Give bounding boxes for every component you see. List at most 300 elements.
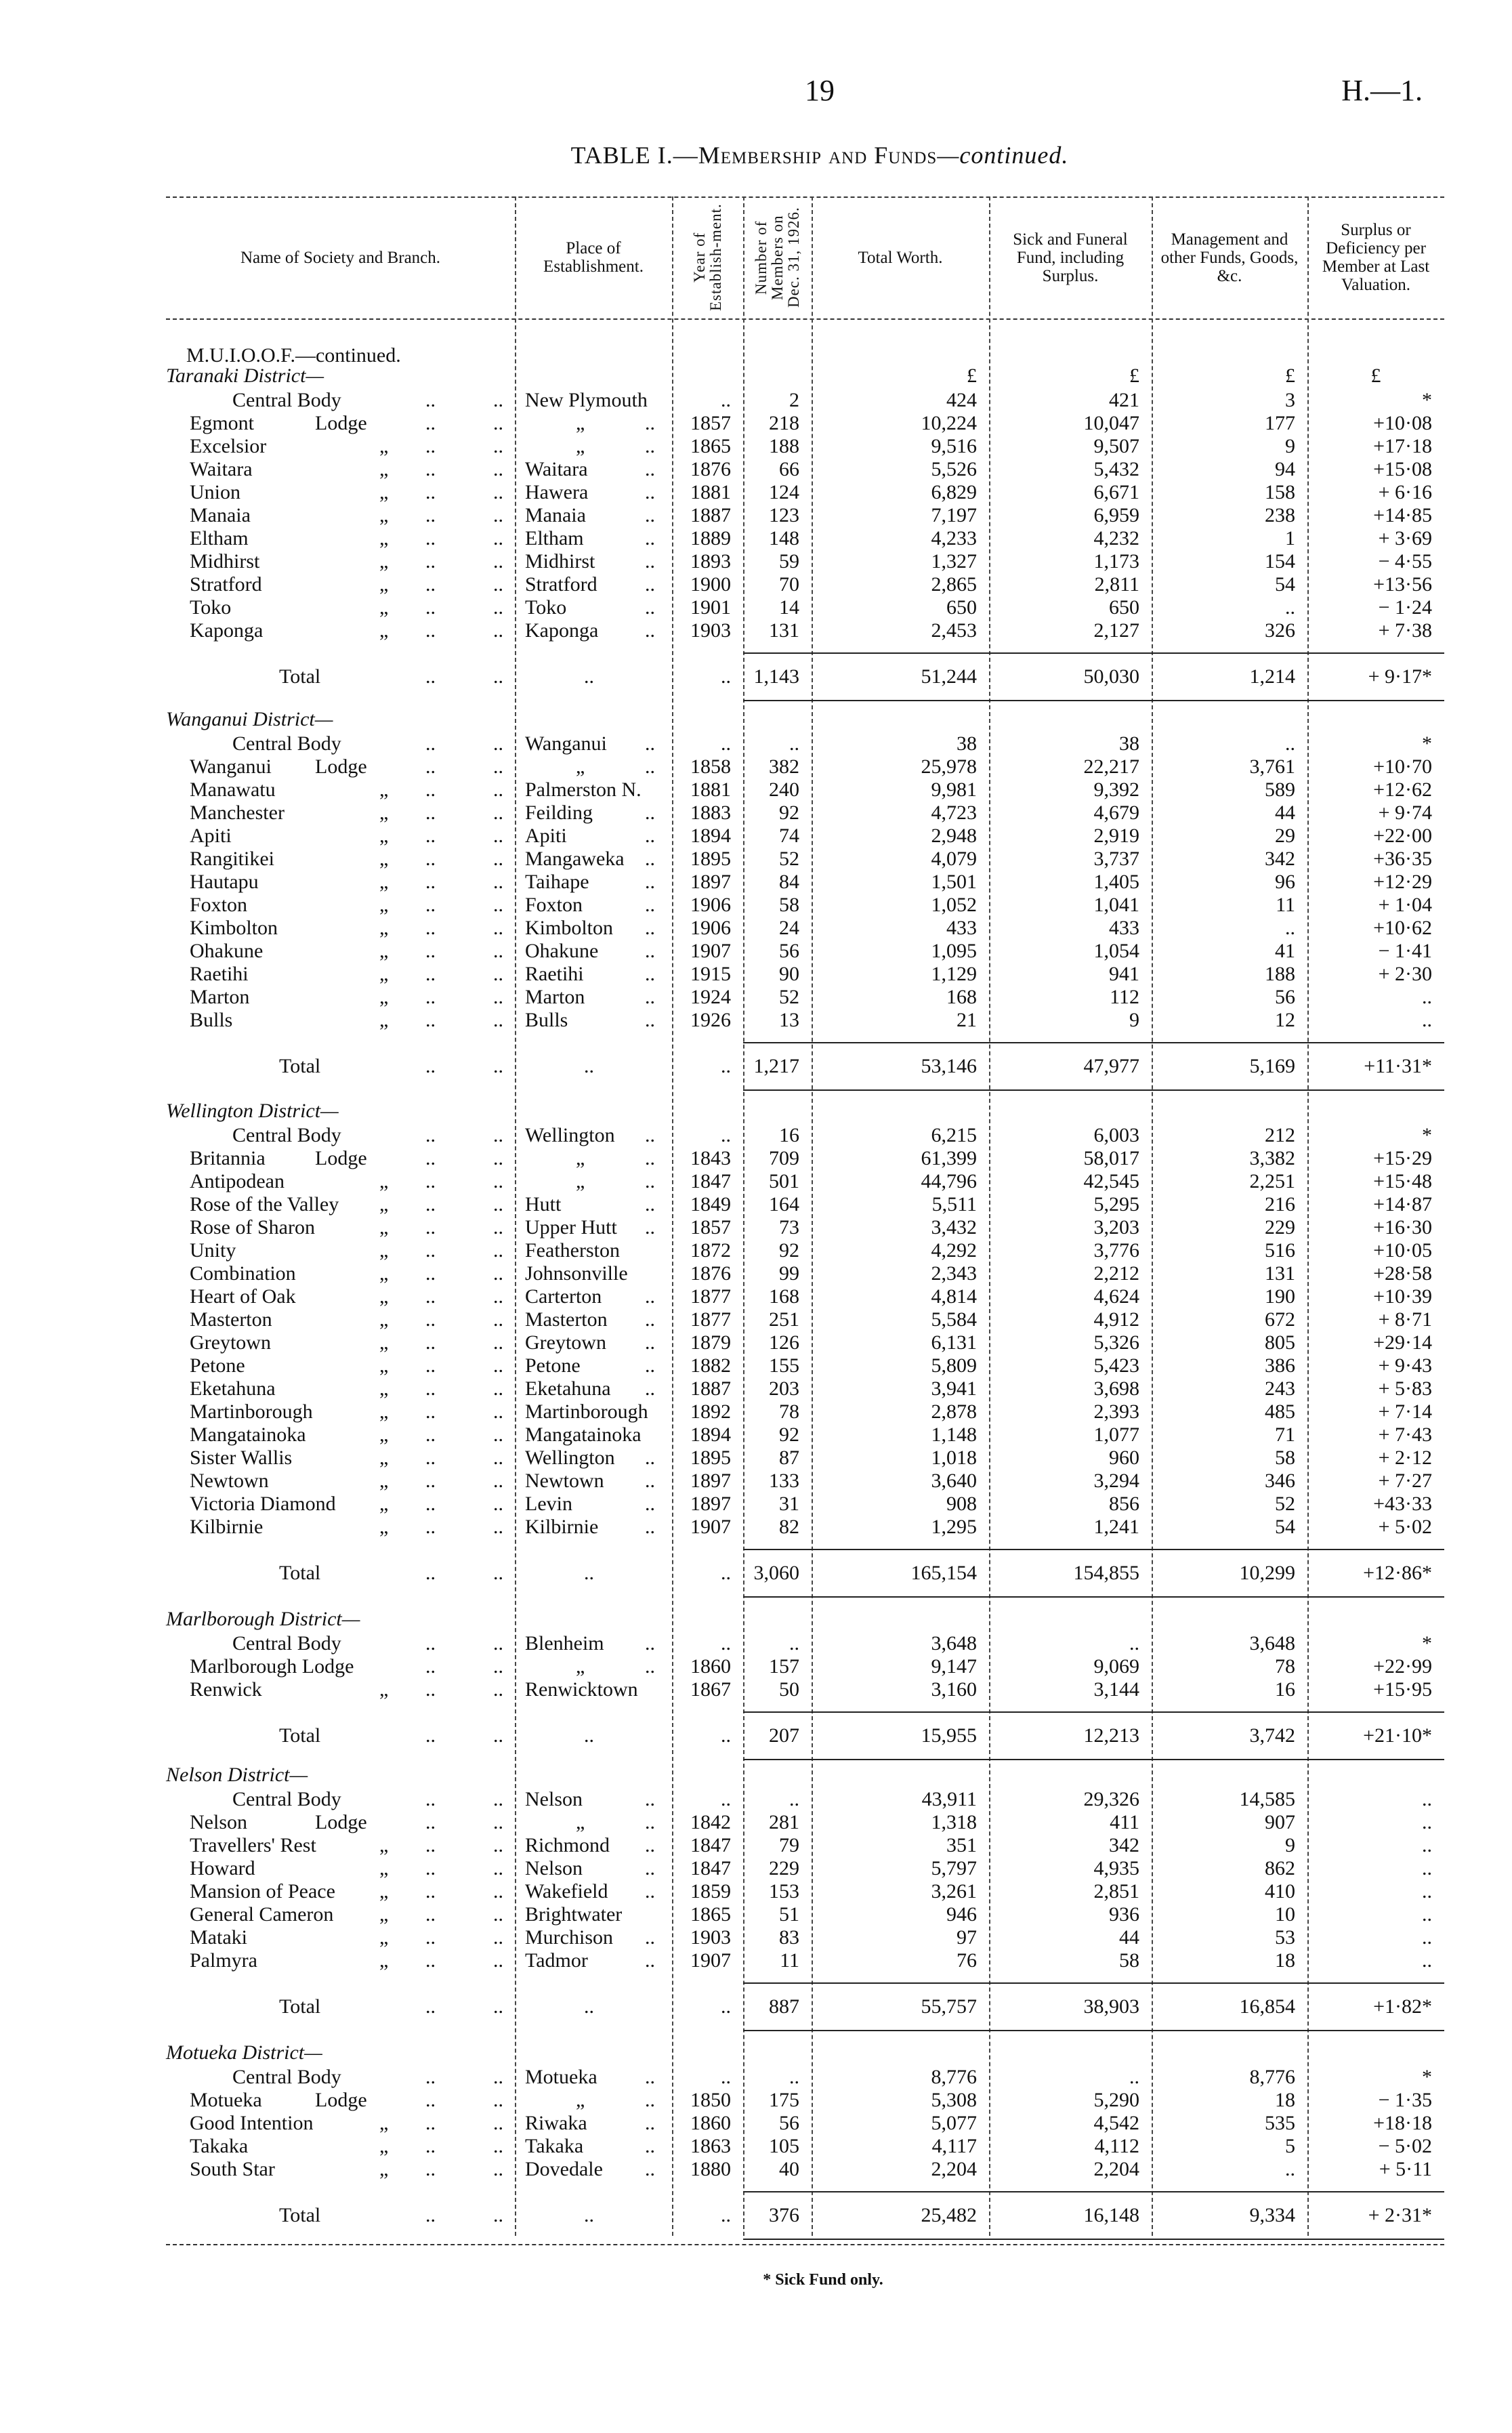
leader-dots: .. xyxy=(493,1562,503,1584)
branch-suffix: „ xyxy=(379,1516,389,1538)
management-funds: 9 xyxy=(1285,1834,1295,1856)
leader-dots: .. xyxy=(425,802,436,824)
place-of-establishment: Carterton xyxy=(525,1285,602,1308)
management-funds: 131 xyxy=(1265,1262,1295,1285)
sick-funeral-fund: 433 xyxy=(1109,917,1139,939)
sick-funeral-fund: 4,542 xyxy=(1093,2112,1139,2134)
leader-dots: .. xyxy=(645,1285,655,1308)
title-main: Membership and Funds xyxy=(698,142,938,169)
branch-suffix: „ xyxy=(379,1447,389,1469)
year-established: 1850 xyxy=(690,2089,731,2111)
management-funds: 12 xyxy=(1275,1009,1295,1031)
place-of-establishment: Midhirst xyxy=(525,550,595,573)
leader-dots: .. xyxy=(645,2089,655,2111)
place-of-establishment: Marton xyxy=(525,986,585,1008)
place-of-establishment: Wanganui xyxy=(525,732,607,755)
total-worth: 2,204 xyxy=(931,2158,977,2180)
surplus-per-member: +12·29 xyxy=(1373,871,1432,893)
branch-suffix: „ xyxy=(379,527,389,549)
total-worth: 1,501 xyxy=(931,871,977,893)
surplus-per-member: + 3·69 xyxy=(1378,527,1432,549)
header-sick-fund xyxy=(989,200,1152,315)
place-of-establishment: Blenheim xyxy=(525,1632,604,1655)
leader-dots: .. xyxy=(425,1308,436,1331)
year-established: 1859 xyxy=(690,1880,731,1902)
total-worth: 38 xyxy=(957,732,977,755)
total-top-rule xyxy=(743,1042,1444,1043)
branch-name: Foxton xyxy=(190,894,248,916)
total-worth: 1,318 xyxy=(931,1811,977,1833)
year-established: 1907 xyxy=(690,1949,731,1972)
branch-name: Unity xyxy=(190,1239,236,1262)
sick-funeral-fund: 5,326 xyxy=(1093,1331,1139,1354)
leader-dots: .. xyxy=(493,1903,503,1926)
leader-dots: .. xyxy=(425,1811,436,1833)
leader-dots: .. xyxy=(645,527,655,549)
members-count: 70 xyxy=(779,573,799,596)
year-established: 1906 xyxy=(690,917,731,939)
total-surplus: +12·86* xyxy=(1363,1562,1432,1584)
leader-dots: .. xyxy=(425,1880,436,1902)
management-funds: 54 xyxy=(1275,1516,1295,1538)
total-worth: 21 xyxy=(957,1009,977,1031)
year-established: 1907 xyxy=(690,1516,731,1538)
leader-dots: .. xyxy=(493,871,503,893)
surplus-per-member: +10·05 xyxy=(1373,1239,1432,1262)
year-established: 1865 xyxy=(690,435,731,457)
total-management-funds: 10,299 xyxy=(1239,1562,1295,1584)
society-heading: M.U.I.O.O.F.—continued. xyxy=(186,344,401,367)
year-established: 1847 xyxy=(690,1170,731,1192)
branch-suffix: „ xyxy=(379,802,389,824)
leader-dots: .. xyxy=(425,1470,436,1492)
leader-dots: .. xyxy=(645,825,655,847)
place-of-establishment: Nelson xyxy=(525,1788,583,1810)
members-count: 66 xyxy=(779,458,799,480)
management-funds: 41 xyxy=(1275,940,1295,962)
leader-dots: .. xyxy=(425,1331,436,1354)
header-year xyxy=(672,200,743,315)
surplus-per-member: * xyxy=(1422,732,1432,755)
branch-suffix: „ xyxy=(379,1170,389,1192)
branch-suffix: „ xyxy=(379,986,389,1008)
branch-name: Midhirst xyxy=(190,550,260,573)
place-of-establishment: Riwaka xyxy=(525,2112,587,2134)
management-funds: 516 xyxy=(1265,1239,1295,1262)
members-count: 203 xyxy=(769,1377,799,1400)
year-established: 1894 xyxy=(690,825,731,847)
leader-dots: .. xyxy=(425,596,436,619)
year-established: 1881 xyxy=(690,778,731,801)
leader-dots: .. xyxy=(493,1926,503,1949)
total-management-funds: 5,169 xyxy=(1249,1055,1295,1077)
management-funds: 16 xyxy=(1275,1678,1295,1701)
members-count: 105 xyxy=(769,2135,799,2157)
leader-dots: .. xyxy=(645,802,655,824)
sick-funeral-fund: 9,392 xyxy=(1093,778,1139,801)
leader-dots: .. xyxy=(493,778,503,801)
branch-name: Egmont xyxy=(190,412,254,434)
place-of-establishment: Upper Hutt xyxy=(525,1216,617,1239)
branch-name: Central Body xyxy=(232,1632,341,1655)
branch-suffix: „ xyxy=(379,1377,389,1400)
surplus-per-member: − 1·35 xyxy=(1378,2089,1432,2111)
management-funds: 10 xyxy=(1275,1903,1295,1926)
branch-name: Waitara xyxy=(190,458,253,480)
branch-name: Union xyxy=(190,481,240,503)
leader-dots: .. xyxy=(645,1216,655,1239)
header-name xyxy=(166,200,515,315)
place-of-establishment: Ohakune xyxy=(525,940,599,962)
leader-dots: .. xyxy=(645,573,655,596)
leader-dots: .. xyxy=(645,1170,655,1192)
total-worth: 1,129 xyxy=(931,963,977,985)
leader-dots: .. xyxy=(645,755,655,778)
leader-dots: .. xyxy=(425,2135,436,2157)
management-funds: 386 xyxy=(1265,1354,1295,1377)
header-management-funds-label: Management and other Funds, Goods, &c. xyxy=(1160,230,1299,285)
sick-funeral-fund: 9,507 xyxy=(1093,435,1139,457)
total-year: .. xyxy=(721,1995,731,2018)
leader-dots: .. xyxy=(493,458,503,480)
leader-dots: .. xyxy=(493,1331,503,1354)
leader-dots: .. xyxy=(645,619,655,642)
members-count: 92 xyxy=(779,1239,799,1262)
sick-funeral-fund: 421 xyxy=(1109,389,1139,411)
leader-dots: .. xyxy=(645,1193,655,1215)
total-worth: 44,796 xyxy=(921,1170,977,1192)
leader-dots: .. xyxy=(493,1995,503,2018)
sick-funeral-fund: 3,776 xyxy=(1093,1239,1139,1262)
surplus-per-member: + 7·14 xyxy=(1378,1400,1432,1423)
branch-name: Eketahuna xyxy=(190,1377,276,1400)
total-worth: 43,911 xyxy=(921,1788,977,1810)
members-count: 74 xyxy=(779,825,799,847)
total-sick-fund: 38,903 xyxy=(1083,1995,1139,2018)
header-total-worth-label: Total Worth. xyxy=(858,248,943,267)
leader-dots: .. xyxy=(493,1788,503,1810)
year-established: 1926 xyxy=(690,1009,731,1031)
leader-dots: .. xyxy=(493,504,503,526)
management-funds: 862 xyxy=(1265,1857,1295,1879)
branch-suffix: „ xyxy=(379,1216,389,1239)
total-year: .. xyxy=(721,665,731,688)
branch-suffix: „ xyxy=(379,871,389,893)
total-top-rule xyxy=(743,1982,1444,1984)
branch-name: Wanganui xyxy=(190,755,272,778)
members-count: 56 xyxy=(779,2112,799,2134)
total-sick-fund: 50,030 xyxy=(1083,665,1139,688)
header-top-rule xyxy=(166,196,1444,198)
total-worth: 3,640 xyxy=(931,1470,977,1492)
branch-name: Eltham xyxy=(190,527,249,549)
total-year: .. xyxy=(721,1724,731,1747)
members-count: 83 xyxy=(779,1926,799,1949)
sick-funeral-fund: 9 xyxy=(1129,1009,1139,1031)
leader-dots: .. xyxy=(645,848,655,870)
leader-dots: .. xyxy=(425,1239,436,1262)
branch-name: Renwick xyxy=(190,1678,262,1701)
total-worth: 5,809 xyxy=(931,1354,977,1377)
leader-dots: .. xyxy=(645,1124,655,1146)
branch-suffix: „ xyxy=(379,435,389,457)
year-established: 1906 xyxy=(690,894,731,916)
surplus-per-member: − 5·02 xyxy=(1378,2135,1432,2157)
total-top-rule xyxy=(743,1711,1444,1713)
year-established: 1867 xyxy=(690,1678,731,1701)
sick-funeral-fund: 29,326 xyxy=(1083,1788,1139,1810)
management-funds: 96 xyxy=(1275,871,1295,893)
place-of-establishment: Hawera xyxy=(525,481,589,503)
branch-suffix: „ xyxy=(379,1678,389,1701)
header-year-label: Year of Establish-ment. xyxy=(690,203,724,312)
surplus-per-member: + 8·71 xyxy=(1378,1308,1432,1331)
surplus-per-member: +15·48 xyxy=(1373,1170,1432,1192)
total-members: 1,217 xyxy=(753,1055,799,1077)
surplus-per-member: .. xyxy=(1422,1009,1432,1031)
year-established: .. xyxy=(721,1124,731,1146)
header-bottom-rule xyxy=(166,318,1444,320)
leader-dots: .. xyxy=(645,917,655,939)
year-established: 1889 xyxy=(690,527,731,549)
leader-dots: .. xyxy=(425,527,436,549)
leader-dots: .. xyxy=(493,940,503,962)
branch-suffix: „ xyxy=(379,963,389,985)
members-count: 73 xyxy=(779,1216,799,1239)
management-funds: 11 xyxy=(1276,894,1295,916)
total-place: .. xyxy=(584,1724,594,1747)
leader-dots: .. xyxy=(425,778,436,801)
branch-suffix: „ xyxy=(379,573,389,596)
place-of-establishment: Feilding xyxy=(525,802,593,824)
sick-funeral-fund: .. xyxy=(1129,1632,1139,1655)
surplus-per-member: + 7·38 xyxy=(1378,619,1432,642)
total-worth-sum: 15,955 xyxy=(921,1724,977,1747)
members-count: 51 xyxy=(779,1903,799,1926)
management-funds: 18 xyxy=(1275,2089,1295,2111)
table-bottom-rule xyxy=(166,2244,1444,2245)
surplus-per-member: + 5·83 xyxy=(1378,1377,1432,1400)
sick-funeral-fund: 22,217 xyxy=(1083,755,1139,778)
place-of-establishment: Dovedale xyxy=(525,2158,603,2180)
total-bottom-rule xyxy=(743,2030,1444,2031)
place-of-establishment: Richmond xyxy=(525,1834,610,1856)
branch-suffix: „ xyxy=(379,1308,389,1331)
column-divider xyxy=(515,196,516,2236)
sick-funeral-fund: 5,295 xyxy=(1093,1193,1139,1215)
branch-suffix: „ xyxy=(379,481,389,503)
leader-dots: .. xyxy=(425,1193,436,1215)
branch-name: Greytown xyxy=(190,1331,271,1354)
management-funds: 3 xyxy=(1285,389,1295,411)
table-title xyxy=(406,141,1233,169)
management-funds: 805 xyxy=(1265,1331,1295,1354)
leader-dots: .. xyxy=(645,1811,655,1833)
total-worth: 1,295 xyxy=(931,1516,977,1538)
currency-unit: £ xyxy=(1129,365,1139,387)
place-of-establishment: Mangatainoka xyxy=(525,1423,642,1446)
branch-name: Stratford xyxy=(190,573,262,596)
management-funds: 56 xyxy=(1275,986,1295,1008)
sick-funeral-fund: 3,144 xyxy=(1093,1678,1139,1701)
sick-funeral-fund: 5,423 xyxy=(1093,1354,1139,1377)
branch-name: Rangitikei xyxy=(190,848,274,870)
branch-suffix: „ xyxy=(379,778,389,801)
leader-dots: .. xyxy=(425,550,436,573)
year-established: 1877 xyxy=(690,1285,731,1308)
year-established: 1876 xyxy=(690,458,731,480)
place-of-establishment: „ xyxy=(576,412,585,434)
branch-name: Mataki xyxy=(190,1926,247,1949)
total-worth: 908 xyxy=(946,1493,977,1515)
place-of-establishment: New Plymouth xyxy=(525,389,648,411)
leader-dots: .. xyxy=(493,2135,503,2157)
sick-funeral-fund: 112 xyxy=(1110,986,1139,1008)
branch-name: Howard xyxy=(190,1857,255,1879)
branch-name: Marton xyxy=(190,986,250,1008)
header-total-worth xyxy=(812,200,989,315)
sick-funeral-fund: 3,737 xyxy=(1093,848,1139,870)
leader-dots: .. xyxy=(645,1470,655,1492)
leader-dots: .. xyxy=(645,412,655,434)
management-funds: 53 xyxy=(1275,1926,1295,1949)
branch-name: Rose of the Valley xyxy=(190,1193,339,1215)
total-management-funds: 9,334 xyxy=(1249,2204,1295,2226)
sick-funeral-fund: 1,041 xyxy=(1093,894,1139,916)
management-funds: 216 xyxy=(1265,1193,1295,1215)
total-worth: 3,648 xyxy=(931,1632,977,1655)
year-established: 1924 xyxy=(690,986,731,1008)
total-worth-sum: 53,146 xyxy=(921,1055,977,1077)
surplus-per-member: +16·30 xyxy=(1373,1216,1432,1239)
surplus-per-member: − 1·41 xyxy=(1378,940,1432,962)
place-of-establishment: Kaponga xyxy=(525,619,599,642)
branch-suffix: „ xyxy=(379,1239,389,1262)
leader-dots: .. xyxy=(493,894,503,916)
branch-name: Combination xyxy=(190,1262,296,1285)
district-heading: Nelson District— xyxy=(166,1764,308,1786)
currency-unit: £ xyxy=(967,365,977,387)
branch-name: Martinborough xyxy=(190,1400,313,1423)
management-funds: 410 xyxy=(1265,1880,1295,1902)
management-funds: 44 xyxy=(1275,802,1295,824)
leader-dots: .. xyxy=(493,1308,503,1331)
management-funds: 346 xyxy=(1265,1470,1295,1492)
members-count: 99 xyxy=(779,1262,799,1285)
place-of-establishment: Brightwater xyxy=(525,1903,623,1926)
surplus-per-member: * xyxy=(1422,389,1432,411)
branch-suffix: „ xyxy=(379,1400,389,1423)
leader-dots: .. xyxy=(425,755,436,778)
members-count: 164 xyxy=(769,1193,799,1215)
header-management-funds xyxy=(1152,200,1307,315)
year-established: .. xyxy=(721,389,731,411)
management-funds: 229 xyxy=(1265,1216,1295,1239)
leader-dots: .. xyxy=(425,917,436,939)
sick-funeral-fund: 936 xyxy=(1109,1903,1139,1926)
total-worth: 97 xyxy=(957,1926,977,1949)
total-worth: 10,224 xyxy=(921,412,977,434)
leader-dots: .. xyxy=(493,1009,503,1031)
place-of-establishment: Levin xyxy=(525,1493,572,1515)
surplus-per-member: +22·00 xyxy=(1373,825,1432,847)
members-count: 153 xyxy=(769,1880,799,1902)
year-established: 1894 xyxy=(690,1423,731,1446)
leader-dots: .. xyxy=(425,871,436,893)
total-worth: 4,814 xyxy=(931,1285,977,1308)
members-count: 175 xyxy=(769,2089,799,2111)
sick-funeral-fund: 2,393 xyxy=(1093,1400,1139,1423)
branch-suffix: Lodge xyxy=(315,755,367,778)
branch-name: Antipodean xyxy=(190,1170,285,1192)
members-count: 87 xyxy=(779,1447,799,1469)
branch-suffix: „ xyxy=(379,1009,389,1031)
branch-name: Central Body xyxy=(232,1124,341,1146)
surplus-per-member: +14·87 xyxy=(1373,1193,1432,1215)
surplus-per-member: +17·18 xyxy=(1373,435,1432,457)
management-funds: 177 xyxy=(1265,412,1295,434)
place-of-establishment: Stratford xyxy=(525,573,597,596)
surplus-per-member: +15·29 xyxy=(1373,1147,1432,1169)
total-management-funds: 1,214 xyxy=(1249,665,1295,688)
members-count: 2 xyxy=(789,389,799,411)
total-worth: 61,399 xyxy=(921,1147,977,1169)
leader-dots: .. xyxy=(425,1170,436,1192)
place-of-establishment: „ xyxy=(576,1811,585,1833)
sick-funeral-fund: 6,003 xyxy=(1093,1124,1139,1146)
leader-dots: .. xyxy=(645,2135,655,2157)
year-established: 1895 xyxy=(690,848,731,870)
leader-dots: .. xyxy=(493,1262,503,1285)
leader-dots: .. xyxy=(645,550,655,573)
members-count: .. xyxy=(789,732,799,755)
leader-dots: .. xyxy=(645,871,655,893)
leader-dots: .. xyxy=(425,1493,436,1515)
total-worth: 2,865 xyxy=(931,573,977,596)
surplus-per-member: .. xyxy=(1422,986,1432,1008)
members-count: 82 xyxy=(779,1516,799,1538)
management-funds: 9 xyxy=(1285,435,1295,457)
year-established: 1903 xyxy=(690,1926,731,1949)
surplus-per-member: + 1·04 xyxy=(1378,894,1432,916)
surplus-per-member: − 1·24 xyxy=(1378,596,1432,619)
surplus-per-member: + 6·16 xyxy=(1378,481,1432,503)
members-count: 251 xyxy=(769,1308,799,1331)
leader-dots: .. xyxy=(493,963,503,985)
leader-dots: .. xyxy=(425,1516,436,1538)
place-of-establishment: Foxton xyxy=(525,894,583,916)
management-funds: 485 xyxy=(1265,1400,1295,1423)
leader-dots: .. xyxy=(425,1678,436,1701)
sick-funeral-fund: 856 xyxy=(1109,1493,1139,1515)
total-label: Total xyxy=(279,1055,321,1077)
place-of-establishment: Johnsonville xyxy=(525,1262,628,1285)
header-surplus xyxy=(1307,200,1444,315)
branch-suffix: Lodge xyxy=(315,1147,367,1169)
management-funds: 52 xyxy=(1275,1493,1295,1515)
total-worth: 650 xyxy=(946,596,977,619)
sick-funeral-fund: 2,851 xyxy=(1093,1880,1139,1902)
leader-dots: .. xyxy=(645,963,655,985)
header-sick-fund-label: Sick and Funeral Fund, including Surplus. xyxy=(1013,230,1128,285)
place-of-establishment: Nelson xyxy=(525,1857,583,1879)
branch-suffix: „ xyxy=(379,1857,389,1879)
management-funds: 18 xyxy=(1275,1949,1295,1972)
members-count: 218 xyxy=(769,412,799,434)
place-of-establishment: Greytown xyxy=(525,1331,606,1354)
sick-funeral-fund: 58 xyxy=(1119,1949,1139,1972)
total-bottom-rule xyxy=(743,1759,1444,1760)
